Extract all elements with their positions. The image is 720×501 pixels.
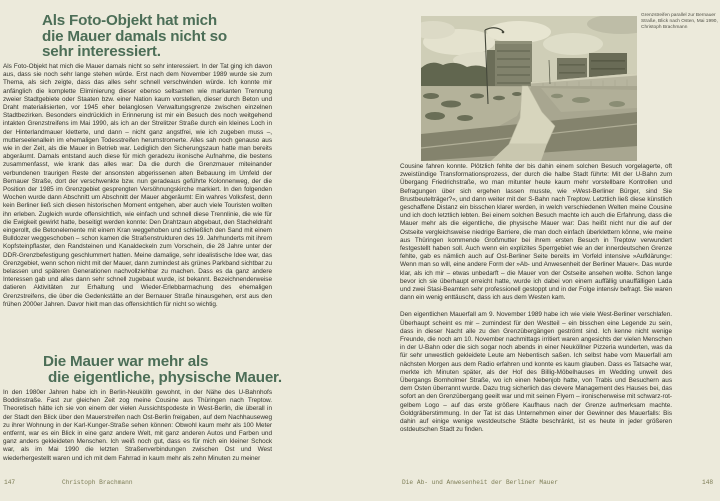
right-page-paragraph-2: Den eigentlichen Mauerfall am 9. November 1989 habe ich wie viele West-Berliner verschlafen. Überhaupt scheint es mir – zumindest für den Westteil – ein bisschen eine Legende zu sein, dass in dieser Nacht alle zu den Grenzübergängen geströmt sind. Ich kenne nicht wenige Freunde, die noch am 10. November nachmittags irritiert waren angesichts der vielen Menschen in der U-Bahn oder die sich sogar noch abends in einer Neuköllner Pizzeria wunderten, was da für sehr unwestlich gekleidete Leute am Nebentisch saßen. Ich selbst habe vom Mauerfall am nächsten Morgen aus dem Radio erfahren und konnte es kaum glauben. Dass es Tatsache war, merkte ich Minuten später, als der Hof des Billig-Möbelhauses im Wedding unweit des Übergangs Bornholmer Straße, wo ich einen Nebenjob hatte, von Trabis und Besuchern aus dem Osten überrannt wurde. Dazu trug sicherlich das clevere Management des Hauses bei, das sofort an den Grenzübergang geeilt war und mit seinen Flyern – ironischerweise mit schwarz-rot-gelbem Logo – auf das erste größere Kaufhaus nach der Grenze aufmerksam machte. Goldgräberstimmung. In der Tat ist das Unternehmen einer der Gewinner des Mauerfalls: Bis dahin auf einige wenige westdeutsche Städte beschränkt, ist es heute in jeder größeren ostdeutschen Stadt zu finden. (400, 311, 672, 434)
right-running-footer: Die Ab- und Anwesenheit der Berliner Mauer (402, 479, 558, 486)
photo-building (495, 43, 532, 88)
border-strip-photo (421, 16, 637, 161)
right-page-text (400, 163, 672, 444)
article-title-line: sehr interessiert. (42, 43, 161, 61)
section-heading-line: die eigentliche, physische Mauer. (48, 368, 282, 386)
section-heading (0, 354, 360, 385)
photo-caption-line: Grenzstreifen parallel zur Bernauer (641, 13, 716, 18)
article-title-line: die Mauer damals nicht so (42, 27, 227, 45)
photo-trees (421, 63, 491, 86)
article-title-line: Als Foto-Objekt hat mich (42, 12, 217, 29)
photo-caption (641, 13, 719, 30)
right-page-paragraph-1: Cousine fahren konnte. Plötzlich fehlte der bis dahin einem solchen Besuch vorgelagerte, oft zweistündige Transformationsprozess, der durch die halbe Stadt führte: Mit der U-Bahn zum Übergang Friedrichstraße, wo man mitunter heute kaum mehr vorstellbare Kontrollen und Befragungen über sich ergehen lassen musste, wie »West-Berliner Bürger, sind Sie Brustbeutelträger?«, und dann weiter mit der S-Bahn nach Treptow. Letztlich ließ diese künstlich geschaffene Distanz ein bisschen klarer werden, in welch verschiedenen Welten meine Cousine und ich doch letztlich lebten. Bei einem solchen Besuch machte ich auch die Erfahrung, dass die Mauer mehr als die eigentliche, die physische Mauer war: Das heißt nicht nur die auf der Ostseite vergleichsweise niedrige Barriere, die man doch einfach überklettern könne, wie meine aus Thüringen kommende Großmutter bei ihrem ersten Besuch in Treptow verwundert festgestellt haben soll. Auch wenn ein explizites Sperrgebiet wie an der innerdeutschen Grenze fehlte, gab es nämlich auch auf Ost-Berliner Seite bereits im Vorfeld intensive »Aufklärung«: Wenn man so will, eine andere Form der »Ab- und Anwesenheit der Berliner Mauer«. Das wurde klar, als ich mir – etwas unbedarft – die Mauer von der Ostseite ansehen wollte. Schon lange bevor ich sie überhaupt erreicht hatte, wurde ich dabei von einem auffällig unauffälligen Lada und zwei Stasi-Beamten sehr professionell gestoppt und in der Folge intensiv befragt. Sie waren dann ein wenig enttäuscht, dass ich aus dem Westen kam. (400, 163, 672, 302)
article-title (42, 13, 227, 60)
left-page-paragraph-2: In den 1980er Jahren habe ich in Berlin-Neukölln gewohnt, in der Nähe des U-Bahnhofs Boddinstraße. Fast zur gleichen Zeit zog meine Cousine aus Thüringen nach Treptow. Theoretisch hätte ich sie von einem der vielen Aussichtspodeste in West-Berlin, die überall in der Stadt den Blick über den Mauerstreifen nach Ost-Berlin freigaben, auf dem Nachhauseweg zu ihrer Wohnung in der Karl-Kunger-Straße sehen können: Obwohl kaum mehr als 100 Meter entfernt, war es ein Blick in eine ganz andere Welt, mit ganz anderen Autos und Farben und ganz anders gekleideten Menschen. Ich weiß noch gut, dass es für mich ein kleiner Schock war, als im Mai 1990 die letzten Straßenverbindungen zwischen Ost und West wiederhergestellt waren und ich mit dem Fahrrad in kaum mehr als zehn Minuten zu meiner (3, 389, 272, 462)
section-heading-line: Die Mauer war mehr als (43, 353, 209, 370)
left-running-footer: Christoph Brachmann (62, 479, 133, 486)
left-page-number: 147 (4, 479, 16, 486)
photo-caption-line: Christoph Brachmann (641, 24, 688, 30)
photo-caption-line: Straße, Blick nach Osten, Mai 1990, (641, 18, 718, 24)
right-page-number: 148 (702, 479, 714, 486)
left-page-paragraph-1: Als Foto-Objekt hat mich die Mauer damals nicht so sehr interessiert. In der Tat ging ich davon aus, dass sie noch sehr lange stehen würde. Erst nach dem November 1989 wurde sie zum Thema, als sich zeigte, dass das alles sehr schnell verschwinden würde. Ich konnte mir anfänglich die komplette Eliminierung dieser ebenso seltsamen wie markanten Trennung zweier Stadtgebiete oder Staaten bzw. einer Nation kaum vorstellen, dieser durch Beton und Draht materialisierten, vor 1945 eher belanglosen Verwaltungsgrenze zwischen einzelnen Stadtbezirken. Besonders eindrücklich in Erinnerung ist mir ein Besuch des noch weitgehend intakten Grenzstreifens im Mai 1990, als ich an der Strelitzer Straße durch ein kleines Loch in der Hinterlandmauer kletterte, und dann – nicht ganz angstfrei, wie ich zugeben muss –, mutterseelenallein im ehemaligen Todesstreifen herumstromerte. Alles sah noch genauso aus wie in der Zeit, als die Mauer in Betrieb war. Lediglich den Sicherungszaun hatte man bereits abgeräumt. Damals entstand auch diese für mich geradezu ikonische Aufnahme, die bestens zusammenfasst, wie krank das alles war: Da die durch die Grenzmauer miteinander verbundenen traurigen Reste der ansonsten abgerissenen alten Bebauung im Umfeld der Bernauer Straße, dort der verschwenkte bzw. nun geradeaus geführte Kolonnenweg, der die Position der 1985 im Grenzgebiet gesprengten Versöhnungskirche markiert. In den folgenden Wochen wurde dann Abschnitt um Abschnitt der Mauer abgeräumt: Ein wahres Volksfest, denn kein Berliner ließ sich diesen historischen Moment entgehen, aber auch viele Touristen wollten ihn erleben. Zugleich wurde offensichtlich, wie einfach und schnell diese Trennlinie, die wie für die Ewigkeit gewirkt hatte, beseitigt werden konnte: Den Drahtzaun abgebaut, den Stacheldraht eingerollt, die Betonelemente mit einem Kran weggehoben und schließlich den Sand mit einem Bulldozer weggeschoben – schon kamen die Straßenstrukturen des 19. Jahrhunderts mit ihrem Kopfsteinpflaster, den Randsteinen und Kanaldeckeln zum Vorschein, die 28 Jahre unter der DDR-Grenzbefestigung geschlummert hatten. Meine damalige, sehr idealistische Idee war, das Grenzgebiet, wenn schon nicht mit der Mauer, dann zumindest als grünes Parkband sichtbar zu belassen und späteren Generationen nachvollziehbar zu machen. Dass es da ganz andere Interessen gab und alles dann sehr schnell zugebaut wurde, ist bekannt. Bezeichnenderweise datieren Aktivitäten zur Erhaltung und Wieder-Erlebbarmachung des ehemaligen Grenzstreifens, die über die Gedenkstätte an der Bernauer Straße hinausgehen, erst aus den frühen 2000er Jahren. Davor hielt man das offensichtlich für nicht so wichtig. (3, 63, 272, 308)
